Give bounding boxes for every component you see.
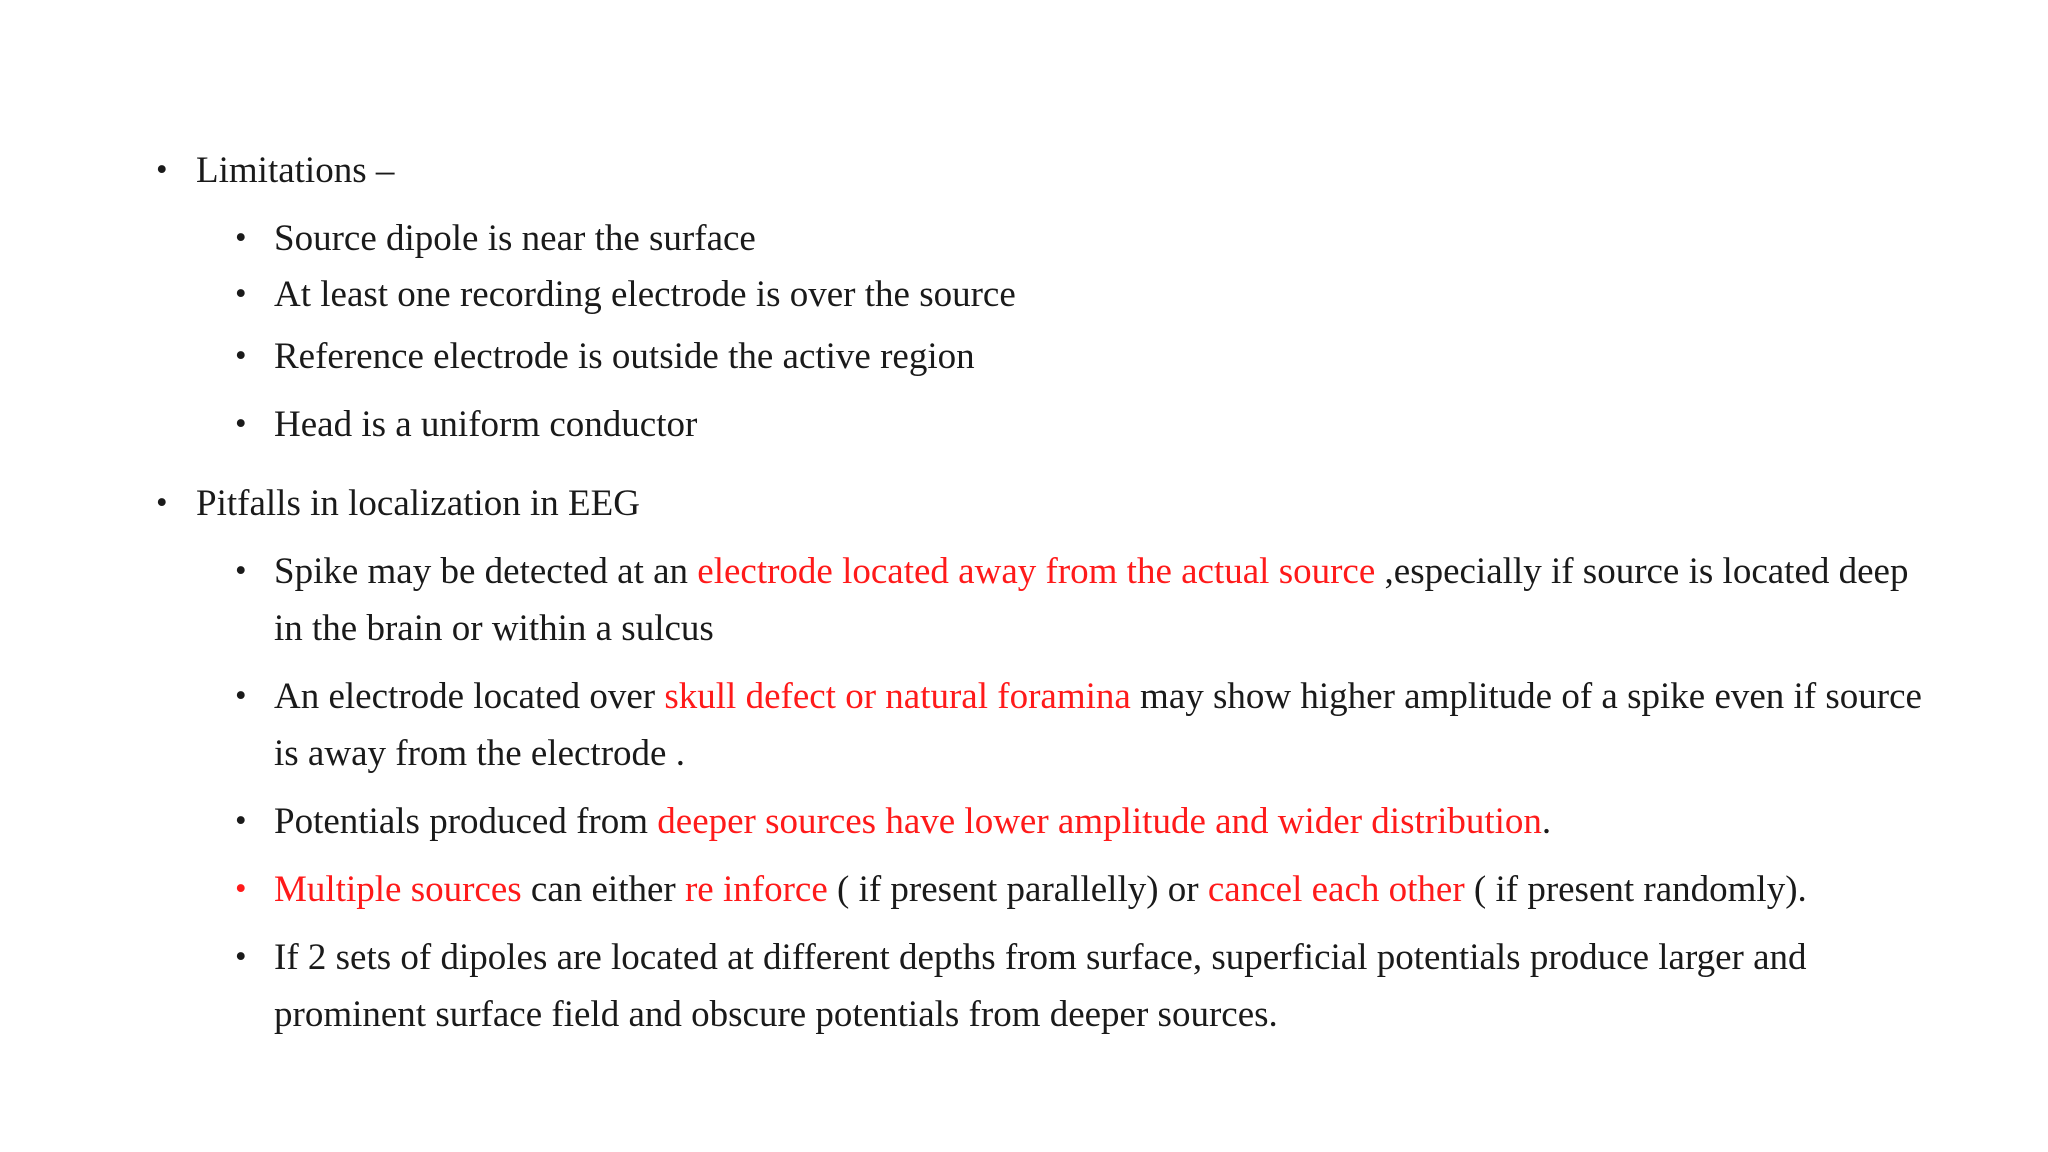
bullet-dot: •: [235, 276, 247, 312]
text-run: Spike may be detected at an: [274, 551, 698, 592]
heading-text: Pitfalls in localization in EEG: [196, 483, 640, 524]
highlight-text: re inforce: [684, 869, 828, 910]
item-text: [274, 543, 1908, 600]
list-item-continuation: [0, 600, 2048, 657]
list-item-continuation: [0, 725, 2048, 782]
bullet-dot: •: [235, 338, 247, 374]
bullet-dot: •: [235, 678, 247, 714]
list-item-continuation: [0, 986, 2048, 1043]
list-item: [0, 793, 2048, 850]
text-run: can either: [521, 869, 685, 910]
item-text: Source dipole is near the surface: [274, 218, 756, 259]
list-item: [0, 266, 2048, 323]
item-text: [274, 668, 1922, 725]
list-item: [0, 210, 2048, 267]
item-text: At least one recording electrode is over the source: [274, 274, 1016, 315]
item-text: [274, 793, 1551, 850]
bullet-dot: •: [235, 871, 247, 907]
text-run: ( if present parallelly) or: [827, 869, 1208, 910]
item-text: [274, 861, 1807, 918]
text-run: Potentials produced from: [274, 801, 658, 842]
highlight-text: deeper sources have lower amplitude and wider distribution: [657, 801, 1542, 842]
list-item: [0, 396, 2048, 453]
highlight-text: skull defect or natural foramina: [664, 676, 1131, 717]
bullet-dot: •: [235, 553, 247, 589]
bullet-dot: •: [156, 152, 168, 188]
item-text: Head is a uniform conductor: [274, 404, 698, 445]
text-run: An electrode located over: [274, 676, 665, 717]
bullet-dot: •: [235, 220, 247, 256]
bullet-dot: •: [235, 803, 247, 839]
bullet-dot: •: [156, 485, 168, 521]
list-item: [0, 861, 2048, 918]
list-item: [0, 668, 2048, 725]
item-text: Reference electrode is outside the active region: [274, 336, 975, 377]
text-run: ( if present randomly).: [1464, 869, 1807, 910]
item-text: If 2 sets of dipoles are located at different depths from surface, superficial potentials produce larger and: [274, 937, 1807, 978]
highlight-text: Multiple sources: [274, 869, 522, 910]
list-item: [0, 328, 2048, 385]
text-run: ,especially if source is located deep: [1375, 551, 1909, 592]
item-text: in the brain or within a sulcus: [274, 608, 714, 649]
list-item: [0, 929, 2048, 986]
section-heading-limitations: [0, 142, 2048, 199]
highlight-text: cancel each other: [1207, 869, 1465, 910]
heading-text: Limitations –: [196, 150, 395, 191]
highlight-text: electrode located away from the actual source: [697, 551, 1376, 592]
text-run: .: [1541, 801, 1552, 842]
list-item: [0, 543, 2048, 600]
item-text: prominent surface field and obscure potentials from deeper sources.: [274, 994, 1278, 1035]
text-run: may show higher amplitude of a spike even if source: [1130, 676, 1922, 717]
bullet-dot: •: [235, 406, 247, 442]
bullet-dot: •: [235, 939, 247, 975]
section-heading-pitfalls: [0, 475, 2048, 532]
item-text: is away from the electrode .: [274, 733, 685, 774]
